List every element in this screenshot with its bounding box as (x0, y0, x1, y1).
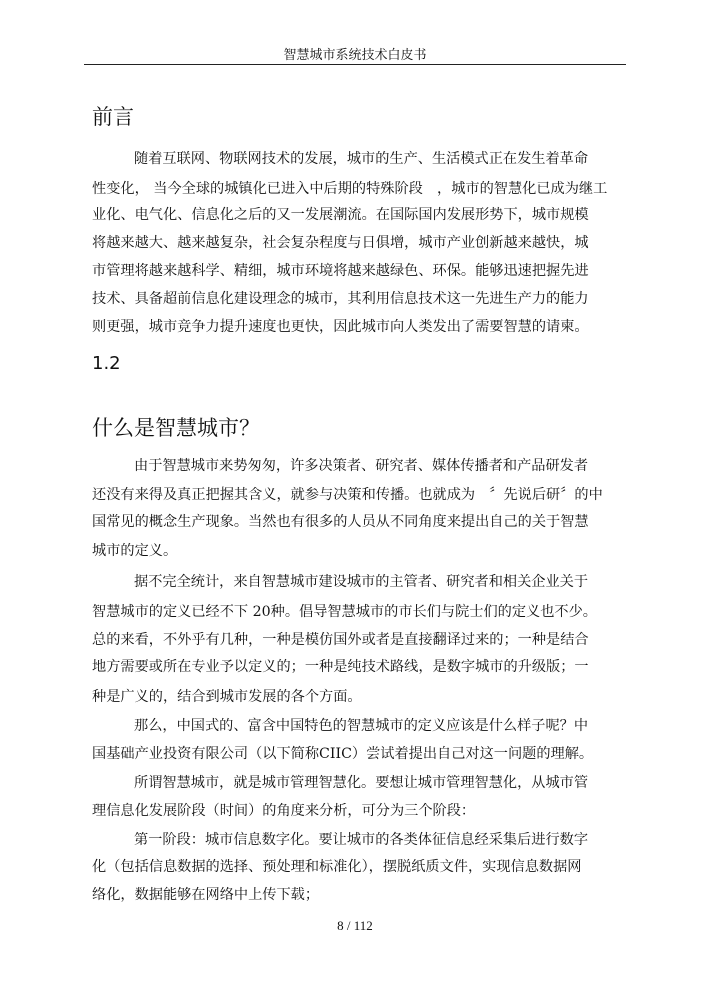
body-line: 种是广义的，结合到城市发展的各个方面。 (92, 689, 362, 705)
body-line: 城市的定义。 (92, 543, 178, 559)
preface-line: 将越来越大、越来越复杂，社会复杂程度与日俱增，城市产业创新越来越快，城 (92, 235, 589, 251)
body-line: 还没有来得及真正把握其含义，就参与决策和传播。也就成为 〞先说后研〞的中 (92, 487, 603, 503)
body-line: 络化，数据能够在网络中上传下载； (92, 887, 320, 903)
body-line: 地方需要或所在专业予以定义的；一种是纯技术路线，是数字城市的升级版；一 (92, 659, 589, 675)
preface-line: 随着互联网、物联网技术的发展，城市的生产、生活模式正在发生着革命 (134, 151, 589, 167)
preface-heading: 前言 (92, 105, 134, 129)
preface-line: 业化、电气化、信息化之后的又一发展潮流。在国际国内发展形势下，城市规模 (92, 207, 589, 223)
body-line: 由于智慧城市来势匆匆，许多决策者、研究者、媒体传播者和产品研发者 (134, 458, 589, 474)
body-line: 据不完全统计，来自智慧城市建设城市的主管者、研究者和相关企业关于 (134, 574, 589, 590)
body-line: 所谓智慧城市，就是城市管理智慧化。要想让城市管理智慧化，从城市管 (134, 775, 589, 791)
section-number: 1.2 (92, 353, 121, 374)
body-line: 化（包括信息数据的选择、预处理和标准化），摆脱纸质文件，实现信息数据网 (92, 859, 582, 875)
body-line: 总的来看，不外乎有几种，一种是模仿国外或者是直接翻译过来的；一种是结合 (92, 632, 589, 648)
body-line: 第一阶段：城市信息数字化。要让城市的各类体征信息经采集后进行数字 (134, 832, 589, 848)
body-line: 那么，中国式的、富含中国特色的智慧城市的定义应该是什么样子呢？中 (134, 718, 589, 734)
preface-line: 技术、具备超前信息化建设理念的城市，其利用信息技术这一先进生产力的能力 (92, 291, 589, 307)
what-is-heading: 什么是智慧城市？ (92, 416, 260, 440)
preface-line: 则更强，城市竞争力提升速度也更快，因此城市向人类发出了需要智慧的请柬。 (92, 319, 589, 335)
body-line: 国常见的概念生产现象。当然也有很多的人员从不同角度来提出自己的关于智慧 (92, 514, 589, 530)
preface-line: 性变化， 当今全球的城镇化已进入中后期的特殊阶段 ，城市的智慧化已成为继工 (92, 181, 608, 197)
page-number: 8 / 112 (337, 918, 373, 933)
body-line: 理信息化发展阶段（时间）的角度来分析，可分为三个阶段： (92, 803, 476, 819)
running-header: 智慧城市系统技术白皮书 (283, 48, 427, 63)
body-line: 智慧城市的定义已经不下 20种。倡导智慧城市的市长们与院士们的定义也不少。 (92, 604, 597, 620)
body-line: 国基础产业投资有限公司（以下简称CIIC）尝试着提出自己对这一问题的理解。 (92, 746, 594, 762)
preface-line: 市管理将越来越科学、精细，城市环境将越来越绿色、环保。能够迅速把握先进 (92, 263, 589, 279)
header-rule (84, 64, 626, 65)
